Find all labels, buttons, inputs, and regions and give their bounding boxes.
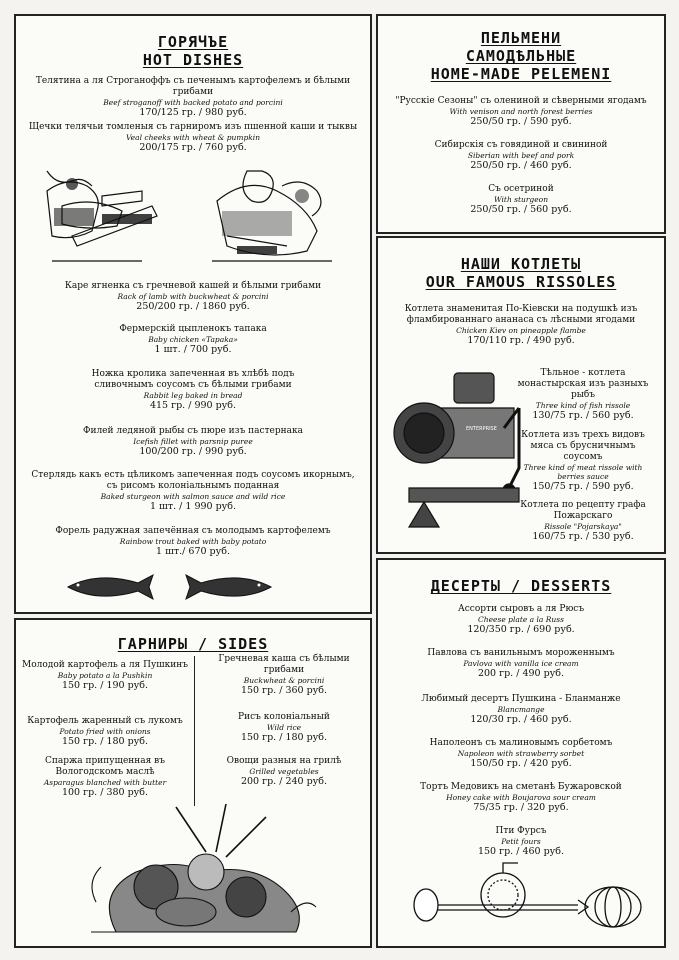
hot-item-sturgeon <box>28 470 358 513</box>
item-price: 415 гр. / 990 руб. <box>149 400 237 411</box>
butcher-illustration <box>42 166 342 266</box>
item-name: Гречневая каша съ бѣлыми грибами <box>218 654 350 675</box>
item-price: 170/125 гр. / 980 руб. <box>139 107 247 118</box>
hot-item-icefish <box>22 426 364 458</box>
hot-item-rabbit <box>72 369 314 412</box>
item-price: 130/75 гр. / 560 руб. <box>532 410 634 421</box>
item-name-en: Rainbow trout baked with baby potato <box>119 537 267 546</box>
meat-grinder-illustration <box>384 368 524 533</box>
item-price: 200/175 гр. / 760 руб. <box>139 142 247 153</box>
item-name-en: Potato fried with onions <box>59 727 151 736</box>
item-name: Стерлядь какъ есть цѣликомъ запеченная подъ соусомъ икорнымъ, съ рисомъ колоніальнымъ поданная <box>31 470 355 491</box>
item-price: 200 гр. / 240 руб. <box>240 776 328 787</box>
item-name-en: With sturgeon <box>493 195 549 204</box>
item-price: 150/75 гр. / 590 руб. <box>532 481 634 492</box>
pelmeni-title-ru2: САМОДѢЛЬНЫЕ <box>465 47 577 65</box>
item-name-en: Baby potato a la Pushkin <box>57 671 153 680</box>
desserts-title: ДЕСЕРТЫ / DESSERTS <box>430 577 612 595</box>
item-price: 200 гр. / 490 руб. <box>477 668 565 679</box>
item-name-en: Honey cake with Boujarova sour cream <box>446 793 596 802</box>
item-price: 170/110 гр. / 490 руб. <box>467 335 575 346</box>
item-price: 250/200 гр. / 1860 руб. <box>136 301 250 312</box>
pelmeni-title-en: HOME-MADE PELEMENI <box>430 65 612 83</box>
item-name: Котлета знаменитая По-Кiевски на подушкѣ изъ фламбированнаго ананаса съ лѣсными ягодами <box>404 304 638 325</box>
hot-item-tapaka <box>22 324 364 356</box>
item-name-en: Three kind of fish rissole <box>535 401 631 410</box>
item-price: 1 шт. / 700 руб. <box>154 344 232 355</box>
item-name: Форель радужная запечённая съ молодымъ картофелемъ <box>55 526 331 536</box>
item-price: 250/50 гр. / 590 руб. <box>470 116 572 127</box>
sides-item-wild-rice <box>202 712 366 744</box>
item-name: Фермерскiй цыпленокъ тапака <box>119 324 267 334</box>
rissole-item-fish <box>512 368 654 422</box>
item-price: 100/200 гр. / 990 руб. <box>139 446 247 457</box>
sides-divider <box>194 656 195 806</box>
item-name-en: Beef stroganoff with backed potato and porcini <box>103 98 283 107</box>
item-name: Щечки телячьи томленыя съ гарниромъ изъ пшенной каши и тыквы <box>28 122 358 132</box>
hot-item-lamb <box>22 281 364 313</box>
item-price: 150 гр. / 360 руб. <box>240 685 328 696</box>
item-name: Филей ледяной рыбы съ пюре изъ пастернака <box>82 426 303 436</box>
hot-title-ru: ГОРЯЧЪЕ <box>157 33 229 51</box>
item-name-en: Rack of lamb with buckwheat & porcini <box>117 292 269 301</box>
item-name: Тортъ Медовикъ на сметанѣ Бужаровской <box>420 782 622 792</box>
egg-beater-illustration <box>408 860 648 940</box>
rissole-item-pojarsky <box>512 500 654 543</box>
pelmeni-item-seasons <box>382 96 660 128</box>
sides-item-grilled-vegetables <box>202 756 366 788</box>
item-name-en: Rissole "Pojarskaya" <box>544 522 622 531</box>
rissoles-panel <box>376 236 666 554</box>
item-price: 75/35 гр. / 320 руб. <box>473 802 569 813</box>
item-name: Рисъ колоніальный <box>238 712 330 722</box>
item-name-en: Asparagus blanched with butter <box>43 778 167 787</box>
item-price: 1 шт./ 670 руб. <box>156 546 230 557</box>
item-name-en: Pavlova with vanilla ice cream <box>463 659 579 668</box>
item-name-en: Wild rice <box>266 723 302 732</box>
pelmeni-item-sturgeon <box>382 184 660 216</box>
item-price: 120/30 гр. / 460 руб. <box>470 714 572 725</box>
item-price: 150 гр. / 180 руб. <box>61 736 149 747</box>
sides-panel <box>14 618 372 948</box>
item-name: Тѣльное - котлета монастырская изъ разныхъ рыбъ <box>517 368 649 400</box>
item-name: Ассорти сыровъ а ля Рюсъ <box>457 604 585 614</box>
sides-item-asparagus <box>20 756 190 799</box>
item-name: Котлета изъ трехъ видовъ мяса съ брусничнымъ соусомъ <box>521 430 645 462</box>
pelmeni-item-siberian <box>382 140 660 172</box>
fish-illustration <box>66 569 316 605</box>
item-name-en: Veal cheeks with wheat & pumpkin <box>125 133 261 142</box>
item-name-en: Siberian with beef and pork <box>467 151 575 160</box>
item-name: Каре ягненка съ гречневой кашей и бѣлыми грибами <box>64 281 322 291</box>
item-name-en: Baby chicken «Tapaka» <box>148 335 238 344</box>
item-name-en: Cheese plate a la Russ <box>478 615 564 624</box>
pelmeni-panel <box>376 14 666 234</box>
item-name-en: Buckwheat & porcini <box>243 676 325 685</box>
pelmeni-title-ru1: ПЕЛЬМЕНИ <box>480 29 562 47</box>
item-price: 250/50 гр. / 460 руб. <box>470 160 572 171</box>
item-name: Любимый десертъ Пушкина - Бланманже <box>421 694 621 704</box>
item-name: Овощи разныя на грилѣ <box>226 756 342 766</box>
item-name-en: Three kind of meat rissole with berries sauce <box>523 463 643 481</box>
item-name-en: With venison and north forest berries <box>449 107 593 116</box>
rissole-item-meat <box>512 430 654 493</box>
rissole-item-kiev <box>380 304 662 347</box>
item-name-en: Baked sturgeon with salmon sauce and wild rice <box>100 492 286 501</box>
item-price: 160/75 гр. / 530 руб. <box>532 531 634 542</box>
item-name-en: Rabbit leg baked in bread <box>143 391 243 400</box>
dessert-item-blancmange <box>382 694 660 726</box>
item-price: 120/350 гр. / 690 руб. <box>467 624 575 635</box>
item-name-en: Grilled vegetables <box>249 767 319 776</box>
item-name-en: Chicken Kiev on pineapple flambe <box>456 326 586 335</box>
item-price: 150 гр. / 460 руб. <box>477 846 565 857</box>
item-name: Молодой картофель а ля Пушкинъ <box>22 660 188 670</box>
dessert-item-pavlova <box>382 648 660 680</box>
item-name: Котлета по рецепту графа Пожарскаго <box>520 500 646 521</box>
item-name-en: Icefish fillet with parsnip puree <box>133 437 253 446</box>
dessert-item-napoleon <box>382 738 660 770</box>
item-name: Картофель жаренный съ лукомъ <box>27 716 183 726</box>
hot-item-veal-cheeks <box>22 122 364 154</box>
item-name-en: Napoleon with strawberry sorbet <box>457 749 585 758</box>
item-name: Съ осетриной <box>488 184 554 194</box>
sides-title: ГАРНИРЫ / SIDES <box>117 635 269 653</box>
vegetables-illustration <box>76 802 326 942</box>
item-name-en: Blancmange <box>497 705 545 714</box>
item-name: Сибирскiя съ говядиной и свининой <box>434 140 608 150</box>
sides-item-baby-potato <box>20 660 190 692</box>
item-price: 150/50 гр. / 420 руб. <box>470 758 572 769</box>
item-price: 150 гр. / 190 руб. <box>61 680 149 691</box>
item-name: Наполеонъ съ малиновымъ сорбетомъ <box>429 738 613 748</box>
item-name-en: Petit fours <box>501 837 541 846</box>
hot-dishes-panel <box>14 14 372 614</box>
item-name: Павлова съ ванильнымъ мороженнымъ <box>427 648 615 658</box>
item-price: 100 гр. / 380 руб. <box>61 787 149 798</box>
grinder-label: ENTERPRISE <box>466 426 497 432</box>
dessert-item-cheese <box>382 604 660 636</box>
hot-item-stroganoff <box>22 76 364 119</box>
item-name: Ножка кролика запеченная въ хлѣбѣ подъ сливочнымъ соусомъ съ бѣлыми грибами <box>91 369 295 390</box>
desserts-panel <box>376 558 666 948</box>
hot-item-trout <box>22 526 364 558</box>
item-price: 1 шт. / 1 990 руб. <box>149 501 237 512</box>
sides-item-buckwheat <box>202 654 366 697</box>
item-price: 250/50 гр. / 560 руб. <box>470 204 572 215</box>
item-name: "Русскіе Сезоны" съ олениной и сѣверными ягодамъ <box>395 96 647 106</box>
item-price: 150 гр. / 180 руб. <box>240 732 328 743</box>
dessert-item-medovik <box>382 782 660 814</box>
rissoles-title-en: OUR FAMOUS RISSOLES <box>425 273 617 291</box>
rissoles-title-ru: НАШИ КОТЛЕТЫ <box>460 255 582 273</box>
sides-item-fried-potato <box>20 716 190 748</box>
item-name: Пти Фурсъ <box>495 826 547 836</box>
hot-title-en: HOT DISHES <box>142 51 244 69</box>
item-name: Спаржа припущенная въ Вологодскомъ маслѣ <box>45 756 165 777</box>
item-name: Телятина а ля Строганоффъ съ печенымъ картофелемъ и бѣлыми грибами <box>35 76 351 97</box>
dessert-item-petit-fours <box>382 826 660 858</box>
